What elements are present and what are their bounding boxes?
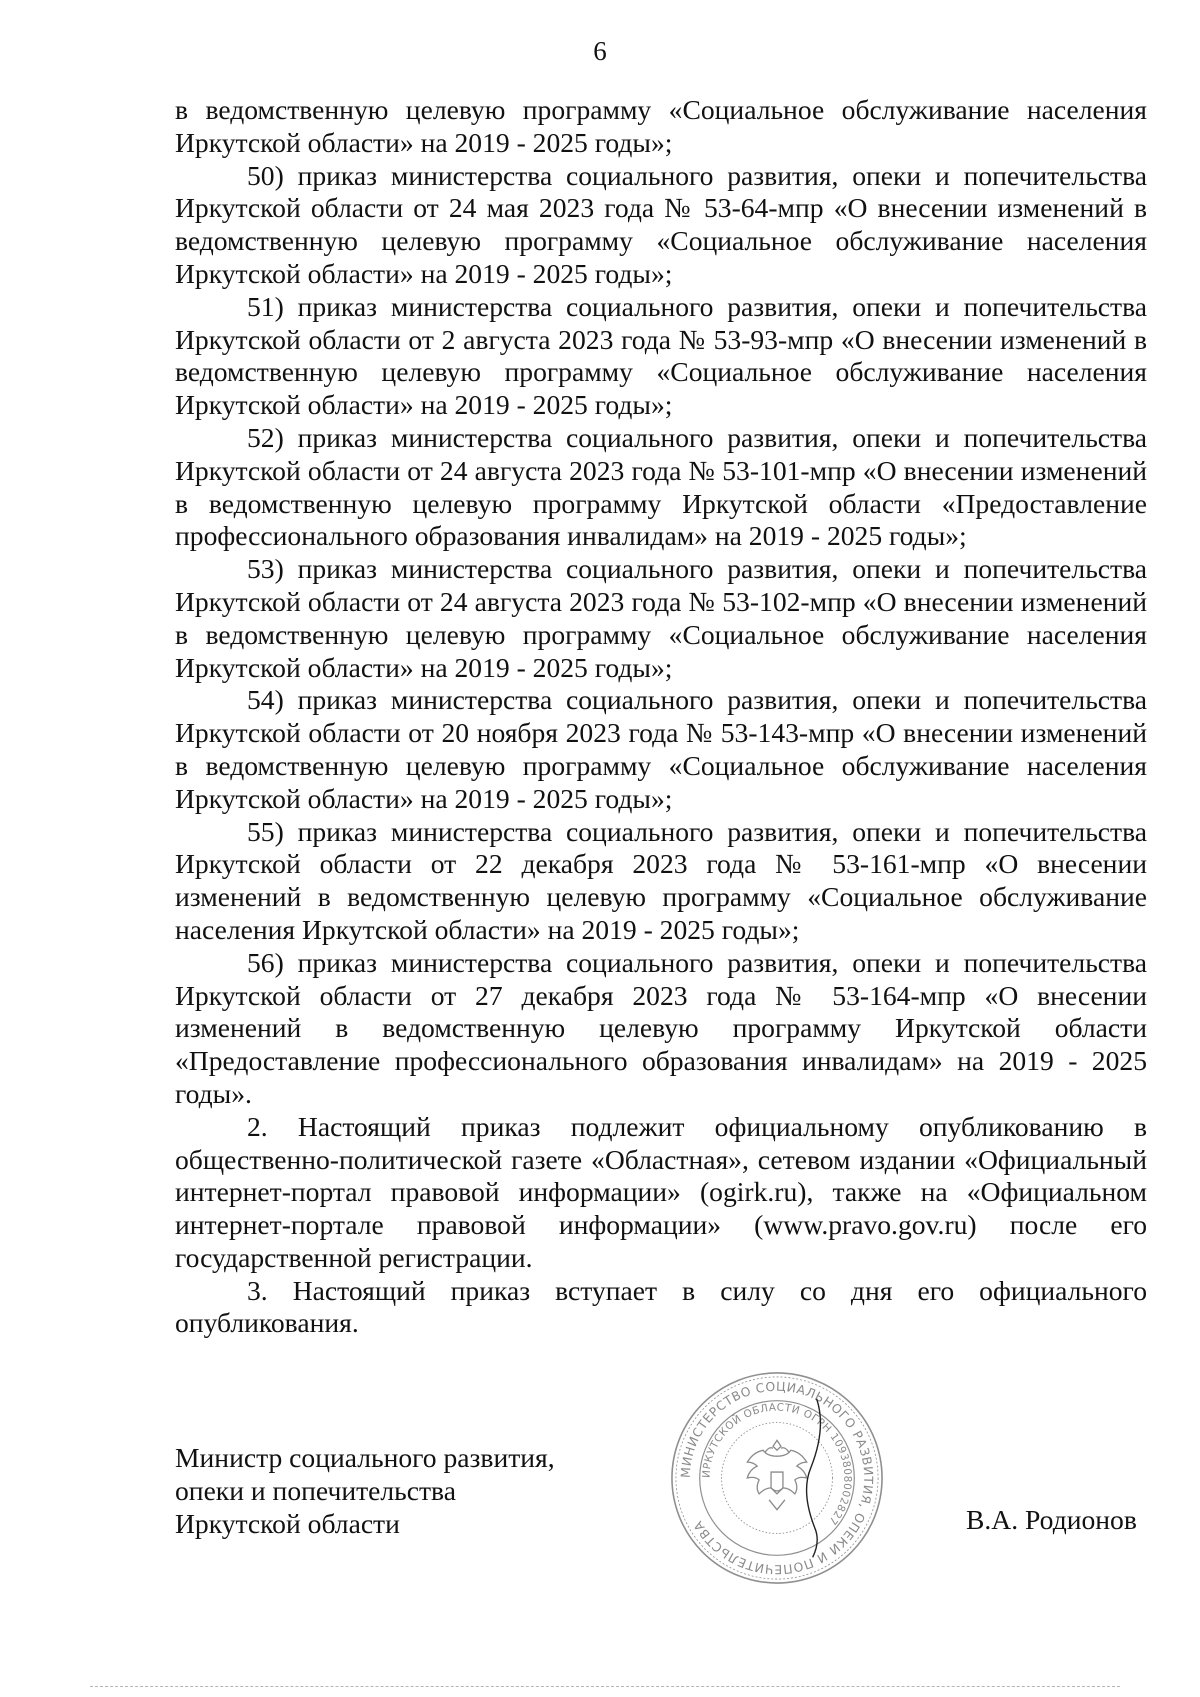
page-number: 6 xyxy=(593,36,607,66)
signatory-name: В.А. Родионов xyxy=(966,1504,1137,1535)
coat-of-arms-eagle-icon xyxy=(747,1440,806,1509)
signatory-position-line: Министр социального развития, xyxy=(175,1442,555,1473)
scan-edge-line xyxy=(90,1686,1120,1687)
paragraph-clause-2: 2. Настоящий приказ подлежит официальному опубликованию в общественно-политической газете «Областная», сетевом издании «Официальный интернет-портал правовой информации» (ogirk.ru), также на «Официальном интернет-портале правовой информации» (www.pravo.gov.ru) после его государственной регистрации. xyxy=(175,1110,1147,1273)
paragraph-item-53: 53) приказ министерства социального развития, опеки и попечительства Иркутской области от 24 августа 2023 года № 53-102-мпр «О внесении изменений в ведомственную целевую программу «Социальное обслуживание населения Иркутской области» на 2019 - 2025 годы»; xyxy=(175,553,1147,683)
paragraph-item-55: 55) приказ министерства социального развития, опеки и попечительства Иркутской области от 22 декабря 2023 года № 53-161-мпр «О внесении изменений в ведомственную целевую программу «Социальное обслуживание населения Иркутской области» на 2019 - 2025 годы»; xyxy=(175,815,1147,945)
seal-inner-text: ИРКУТСКОЙ ОБЛАСТИ ОГРН 1093808002827 xyxy=(700,1401,854,1528)
paragraph-item-54: 54) приказ министерства социального развития, опеки и попечительства Иркутской области от 20 ноября 2023 года № 53-143-мпр «О внесении изменений в ведомственную целевую программу «Социальное обслуживание населения Иркутской области» на 2019 - 2025 годы»; xyxy=(175,684,1147,814)
document-body xyxy=(175,94,1147,1340)
paragraph-item-52: 52) приказ министерства социального развития, опеки и попечительства Иркутской области от 24 августа 2023 года № 53-101-мпр «О внесении изменений в ведомственную целевую программу Иркутской области «Предоставление профессионального образования инвалидам» на 2019 - 2025 годы»; xyxy=(175,421,1147,552)
paragraph-item-51: 51) приказ министерства социального развития, опеки и попечительства Иркутской области от 2 августа 2023 года № 53-93-мпр «О внесении изменений в ведомственную целевую программу «Социальное обслуживание населения Иркутской области» на 2019 - 2025 годы»; xyxy=(175,290,1147,421)
signatory-position xyxy=(175,1441,555,1540)
signatory-position-line: Иркутской области xyxy=(175,1508,400,1539)
seal-outer-text: МИНИСТЕРСТВО СОЦИАЛЬНОГО РАЗВИТИЯ, ОПЕКИ И ПОПЕЧИТЕЛЬСТВА xyxy=(678,1379,876,1577)
paragraph-item-56: 56) приказ министерства социального развития, опеки и попечительства Иркутской области от 27 декабря 2023 года № 53-164-мпр «О внесении изменений в ведомственную целевую программу Иркутской области «Предоставление профессионального образования инвалидам» на 2019 - 2025 годы». xyxy=(175,946,1147,1109)
paragraph-clause-3: 3. Настоящий приказ вступает в силу со дня его официального опубликования. xyxy=(175,1274,1147,1339)
paragraph-continuation: в ведомственную целевую программу «Социальное обслуживание населения Иркутской области» на 2019 - 2025 годы»; xyxy=(175,94,1147,158)
signatory-position-line: опеки и попечительства xyxy=(175,1475,456,1506)
paragraph-item-50: 50) приказ министерства социального развития, опеки и попечительства Иркутской области от 24 мая 2023 года № 53-64-мпр «О внесении изменений в ведомственную целевую программу «Социальное обслуживание населения Иркутской области» на 2019 - 2025 годы»; xyxy=(175,159,1147,289)
round-official-seal-icon xyxy=(668,1369,886,1587)
